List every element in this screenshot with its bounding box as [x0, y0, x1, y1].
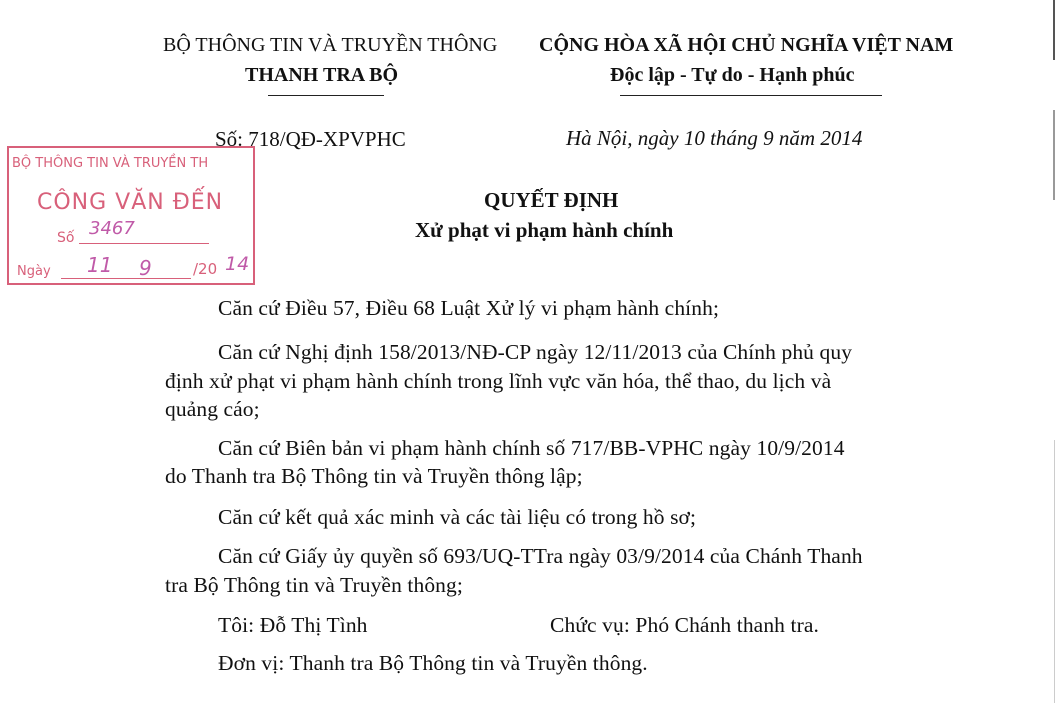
- stamp-number-line: [79, 243, 209, 244]
- signer-name: Tôi: Đỗ Thị Tình: [218, 613, 368, 637]
- stamp-title: CÔNG VĂN ĐẾN: [37, 190, 224, 215]
- stamp-number-value: 3467: [89, 218, 135, 239]
- body-line: tra Bộ Thông tin và Truyền thông;: [165, 573, 463, 597]
- place-and-date: Hà Nội, ngày 10 tháng 9 năm 2014: [566, 126, 863, 150]
- national-motto: Độc lập - Tự do - Hạnh phúc: [610, 64, 855, 86]
- body-line: quảng cáo;: [165, 397, 260, 421]
- stamp-date-day: 11: [87, 253, 113, 277]
- stamp-ministry: BỘ THÔNG TIN VÀ TRUYỀN TH: [12, 156, 209, 171]
- signer-unit: Đơn vị: Thanh tra Bộ Thông tin và Truyền thông.: [218, 651, 648, 675]
- body-line: Căn cứ Biên bản vi phạm hành chính số 717/BB-VPHC ngày 10/9/2014: [218, 436, 845, 460]
- body-line: Căn cứ kết quả xác minh và các tài liệu có trong hồ sơ;: [218, 505, 697, 529]
- body-line: định xử phạt vi phạm hành chính trong lĩnh vực văn hóa, thể thao, du lịch và: [165, 369, 832, 393]
- document-title: QUYẾT ĐỊNH: [484, 188, 619, 212]
- document-number: Số: 718/QĐ-XPVPHC: [215, 127, 406, 151]
- ministry-name: BỘ THÔNG TIN VÀ TRUYỀN THÔNG: [163, 34, 498, 56]
- inspectorate-name: THANH TRA BỘ: [245, 64, 398, 86]
- body-line: do Thanh tra Bộ Thông tin và Truyền thông lập;: [165, 464, 583, 488]
- body-line: Căn cứ Nghị định 158/2013/NĐ-CP ngày 12/11/2013 của Chính phủ quy: [218, 340, 853, 364]
- incoming-document-stamp: [7, 146, 255, 285]
- country-name: CỘNG HÒA XÃ HỘI CHỦ NGHĨA VIỆT NAM: [539, 34, 954, 56]
- stamp-date-line: [61, 278, 191, 279]
- stamp-number-label: Số: [57, 230, 75, 246]
- left-header-underline: [268, 95, 384, 96]
- document-subtitle: Xử phạt vi phạm hành chính: [415, 218, 674, 242]
- body-line: Căn cứ Điều 57, Điều 68 Luật Xử lý vi phạm hành chính;: [218, 296, 720, 320]
- motto-underline: [620, 95, 882, 96]
- stamp-date-year-suffix: 14: [225, 253, 250, 275]
- stamp-date-label: Ngày: [17, 264, 51, 279]
- signer-position: Chức vụ: Phó Chánh thanh tra.: [550, 613, 819, 637]
- stamp-date-month: 9: [139, 256, 152, 280]
- body-line: Căn cứ Giấy ủy quyền số 693/UQ-TTra ngày 03/9/2014 của Chánh Thanh: [218, 544, 863, 568]
- stamp-date-year-prefix: /20: [193, 260, 218, 278]
